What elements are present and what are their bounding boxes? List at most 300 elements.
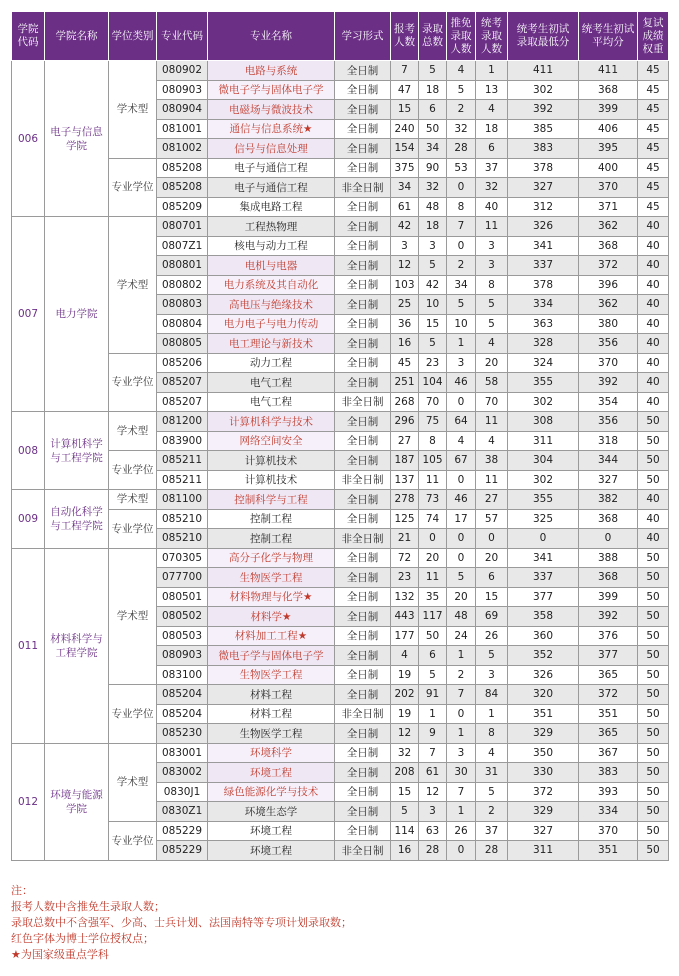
degree-type: 学术型 [109, 490, 157, 510]
study-mode: 全日制 [335, 568, 391, 588]
table-row [12, 685, 669, 705]
admitted-total: 34 [419, 139, 447, 159]
major-code: 085207 [157, 392, 208, 412]
exam-admitted: 3 [476, 236, 508, 256]
major-name: 生物医学工程 [208, 665, 335, 685]
avg-score: 362 [579, 295, 638, 315]
study-mode: 非全日制 [335, 392, 391, 412]
avg-score: 356 [579, 334, 638, 354]
retest-weight: 50 [638, 548, 669, 568]
applicants: 4 [391, 646, 419, 666]
admitted-total: 0 [419, 529, 447, 549]
recommended-admitted: 1 [447, 802, 476, 822]
column-header: 复试 成绩 权重 [638, 12, 669, 61]
applicants: 72 [391, 548, 419, 568]
major-code: 083900 [157, 431, 208, 451]
avg-score: 368 [579, 509, 638, 529]
exam-admitted: 40 [476, 197, 508, 217]
exam-admitted: 6 [476, 139, 508, 159]
exam-admitted: 84 [476, 685, 508, 705]
recommended-admitted: 8 [447, 197, 476, 217]
admitted-total: 5 [419, 334, 447, 354]
admitted-total: 11 [419, 470, 447, 490]
min-score: 355 [508, 490, 579, 510]
admitted-total: 18 [419, 217, 447, 237]
exam-admitted: 5 [476, 314, 508, 334]
college-name: 电子与信息学院 [45, 61, 109, 217]
recommended-admitted: 28 [447, 139, 476, 159]
applicants: 137 [391, 470, 419, 490]
study-mode: 全日制 [335, 353, 391, 373]
study-mode: 全日制 [335, 275, 391, 295]
admitted-total: 117 [419, 607, 447, 627]
applicants: 187 [391, 451, 419, 471]
major-code: 085208 [157, 178, 208, 198]
applicants: 25 [391, 295, 419, 315]
study-mode: 全日制 [335, 821, 391, 841]
major-name: 材料工程 [208, 685, 335, 705]
major-name: 计算机技术 [208, 451, 335, 471]
major-name: 环境工程 [208, 821, 335, 841]
applicants: 375 [391, 158, 419, 178]
min-score: 0 [508, 529, 579, 549]
min-score: 327 [508, 821, 579, 841]
major-code: 080803 [157, 295, 208, 315]
applicants: 125 [391, 509, 419, 529]
min-score: 352 [508, 646, 579, 666]
retest-weight: 50 [638, 841, 669, 861]
min-score: 341 [508, 236, 579, 256]
major-name: 环境生态学 [208, 802, 335, 822]
retest-weight: 45 [638, 119, 669, 139]
major-code: 080902 [157, 61, 208, 81]
major-name: 电工理论与新技术 [208, 334, 335, 354]
recommended-admitted: 5 [447, 295, 476, 315]
admitted-total: 11 [419, 568, 447, 588]
major-name: 控制工程 [208, 509, 335, 529]
exam-admitted: 11 [476, 217, 508, 237]
column-header: 学院 代码 [12, 12, 45, 61]
recommended-admitted: 5 [447, 80, 476, 100]
min-score: 312 [508, 197, 579, 217]
min-score: 311 [508, 841, 579, 861]
study-mode: 非全日制 [335, 470, 391, 490]
min-score: 350 [508, 743, 579, 763]
applicants: 19 [391, 665, 419, 685]
recommended-admitted: 17 [447, 509, 476, 529]
avg-score: 368 [579, 80, 638, 100]
admitted-total: 5 [419, 61, 447, 81]
study-mode: 非全日制 [335, 178, 391, 198]
major-code: 085211 [157, 451, 208, 471]
admitted-total: 48 [419, 197, 447, 217]
note-line: 红色字体为博士学位授权点； [11, 932, 154, 945]
degree-type: 专业学位 [109, 685, 157, 744]
applicants: 15 [391, 782, 419, 802]
admitted-total: 3 [419, 802, 447, 822]
recommended-admitted: 48 [447, 607, 476, 627]
applicants: 296 [391, 412, 419, 432]
retest-weight: 40 [638, 314, 669, 334]
exam-admitted: 4 [476, 334, 508, 354]
avg-score: 393 [579, 782, 638, 802]
exam-admitted: 1 [476, 61, 508, 81]
major-code: 070305 [157, 548, 208, 568]
min-score: 337 [508, 256, 579, 276]
major-code: 081100 [157, 490, 208, 510]
retest-weight: 45 [638, 197, 669, 217]
retest-weight: 50 [638, 685, 669, 705]
applicants: 240 [391, 119, 419, 139]
recommended-admitted: 64 [447, 412, 476, 432]
major-name: 环境工程 [208, 763, 335, 783]
applicants: 278 [391, 490, 419, 510]
recommended-admitted: 0 [447, 470, 476, 490]
notes-title: 注： [11, 884, 33, 897]
avg-score: 372 [579, 685, 638, 705]
min-score: 377 [508, 587, 579, 607]
study-mode: 全日制 [335, 509, 391, 529]
table-row [12, 158, 669, 178]
major-name: 动力工程 [208, 353, 335, 373]
study-mode: 全日制 [335, 587, 391, 607]
admitted-total: 6 [419, 646, 447, 666]
note-line: 报考人数中含推免生录取人数； [11, 900, 165, 913]
avg-score: 368 [579, 568, 638, 588]
min-score: 372 [508, 782, 579, 802]
retest-weight: 45 [638, 61, 669, 81]
major-name: 材料物理与化学★ [208, 587, 335, 607]
major-code: 080903 [157, 646, 208, 666]
major-code: 085206 [157, 353, 208, 373]
admitted-total: 61 [419, 763, 447, 783]
major-code: 080502 [157, 607, 208, 627]
note-line: 录取总数中不含强军、少高、士兵计划、法国南特等专项计划录取数； [11, 916, 352, 929]
retest-weight: 40 [638, 353, 669, 373]
min-score: 308 [508, 412, 579, 432]
major-code: 077700 [157, 568, 208, 588]
degree-type: 学术型 [109, 412, 157, 451]
recommended-admitted: 0 [447, 704, 476, 724]
recommended-admitted: 34 [447, 275, 476, 295]
study-mode: 全日制 [335, 685, 391, 705]
recommended-admitted: 46 [447, 490, 476, 510]
recommended-admitted: 7 [447, 782, 476, 802]
admitted-total: 7 [419, 743, 447, 763]
avg-score: 0 [579, 529, 638, 549]
major-name: 网络空间安全 [208, 431, 335, 451]
study-mode: 全日制 [335, 646, 391, 666]
min-score: 302 [508, 392, 579, 412]
exam-admitted: 58 [476, 373, 508, 393]
college-name: 计算机科学与工程学院 [45, 412, 109, 490]
applicants: 16 [391, 334, 419, 354]
retest-weight: 50 [638, 470, 669, 490]
major-code: 085204 [157, 685, 208, 705]
major-code: 085210 [157, 529, 208, 549]
major-code: 085208 [157, 158, 208, 178]
admitted-total: 90 [419, 158, 447, 178]
avg-score: 377 [579, 646, 638, 666]
admitted-total: 6 [419, 100, 447, 120]
major-code: 080805 [157, 334, 208, 354]
recommended-admitted: 1 [447, 724, 476, 744]
avg-score: 354 [579, 392, 638, 412]
major-name: 生物医学工程 [208, 724, 335, 744]
exam-admitted: 1 [476, 704, 508, 724]
study-mode: 全日制 [335, 139, 391, 159]
min-score: 385 [508, 119, 579, 139]
major-name: 材料工程 [208, 704, 335, 724]
retest-weight: 40 [638, 256, 669, 276]
major-code: 080802 [157, 275, 208, 295]
avg-score: 399 [579, 587, 638, 607]
major-code: 085229 [157, 841, 208, 861]
table-row [12, 61, 669, 81]
recommended-admitted: 7 [447, 217, 476, 237]
applicants: 21 [391, 529, 419, 549]
degree-type: 专业学位 [109, 158, 157, 217]
study-mode: 全日制 [335, 100, 391, 120]
notes [11, 883, 668, 963]
exam-admitted: 6 [476, 568, 508, 588]
major-name: 工程热物理 [208, 217, 335, 237]
study-mode: 全日制 [335, 626, 391, 646]
recommended-admitted: 2 [447, 665, 476, 685]
major-name: 高分子化学与物理 [208, 548, 335, 568]
admitted-total: 3 [419, 236, 447, 256]
major-code: 081200 [157, 412, 208, 432]
column-header: 学院名称 [45, 12, 109, 61]
exam-admitted: 37 [476, 158, 508, 178]
admitted-total: 104 [419, 373, 447, 393]
admitted-total: 74 [419, 509, 447, 529]
min-score: 378 [508, 275, 579, 295]
major-name: 材料加工工程★ [208, 626, 335, 646]
exam-admitted: 4 [476, 100, 508, 120]
recommended-admitted: 53 [447, 158, 476, 178]
min-score: 325 [508, 509, 579, 529]
min-score: 360 [508, 626, 579, 646]
min-score: 341 [508, 548, 579, 568]
min-score: 358 [508, 607, 579, 627]
table-row [12, 509, 669, 529]
avg-score: 383 [579, 763, 638, 783]
major-name: 控制工程 [208, 529, 335, 549]
retest-weight: 40 [638, 236, 669, 256]
college-code: 009 [12, 490, 45, 549]
table-row [12, 743, 669, 763]
study-mode: 全日制 [335, 548, 391, 568]
avg-score: 334 [579, 802, 638, 822]
recommended-admitted: 10 [447, 314, 476, 334]
exam-admitted: 20 [476, 353, 508, 373]
retest-weight: 40 [638, 295, 669, 315]
avg-score: 356 [579, 412, 638, 432]
study-mode: 全日制 [335, 451, 391, 471]
admitted-total: 105 [419, 451, 447, 471]
major-code: 085204 [157, 704, 208, 724]
major-name: 材料学★ [208, 607, 335, 627]
major-code: 0807Z1 [157, 236, 208, 256]
study-mode: 全日制 [335, 724, 391, 744]
avg-score: 327 [579, 470, 638, 490]
degree-type: 学术型 [109, 548, 157, 685]
min-score: 411 [508, 61, 579, 81]
study-mode: 全日制 [335, 236, 391, 256]
major-name: 计算机科学与技术 [208, 412, 335, 432]
recommended-admitted: 0 [447, 529, 476, 549]
recommended-admitted: 3 [447, 353, 476, 373]
avg-score: 351 [579, 841, 638, 861]
admitted-total: 63 [419, 821, 447, 841]
recommended-admitted: 5 [447, 568, 476, 588]
admitted-total: 20 [419, 548, 447, 568]
major-code: 083100 [157, 665, 208, 685]
avg-score: 318 [579, 431, 638, 451]
major-code: 0830Z1 [157, 802, 208, 822]
retest-weight: 40 [638, 334, 669, 354]
column-header: 统考生初试 录取最低分 [508, 12, 579, 61]
major-name: 生物医学工程 [208, 568, 335, 588]
admitted-total: 1 [419, 704, 447, 724]
exam-admitted: 38 [476, 451, 508, 471]
degree-type: 学术型 [109, 217, 157, 354]
study-mode: 全日制 [335, 782, 391, 802]
min-score: 330 [508, 763, 579, 783]
exam-admitted: 3 [476, 256, 508, 276]
retest-weight: 50 [638, 704, 669, 724]
study-mode: 全日制 [335, 412, 391, 432]
min-score: 392 [508, 100, 579, 120]
recommended-admitted: 0 [447, 392, 476, 412]
applicants: 19 [391, 704, 419, 724]
exam-admitted: 3 [476, 665, 508, 685]
retest-weight: 50 [638, 587, 669, 607]
min-score: 326 [508, 217, 579, 237]
table-row [12, 548, 669, 568]
applicants: 114 [391, 821, 419, 841]
study-mode: 全日制 [335, 802, 391, 822]
major-name: 电路与系统 [208, 61, 335, 81]
avg-score: 370 [579, 353, 638, 373]
major-name: 通信与信息系统★ [208, 119, 335, 139]
avg-score: 406 [579, 119, 638, 139]
avg-score: 382 [579, 490, 638, 510]
recommended-admitted: 20 [447, 587, 476, 607]
college-code: 012 [12, 743, 45, 860]
recommended-admitted: 32 [447, 119, 476, 139]
applicants: 177 [391, 626, 419, 646]
admission-table [11, 11, 669, 861]
major-code: 080503 [157, 626, 208, 646]
column-header: 统考生初试 平均分 [579, 12, 638, 61]
degree-type: 专业学位 [109, 821, 157, 860]
admitted-total: 18 [419, 80, 447, 100]
study-mode: 全日制 [335, 607, 391, 627]
retest-weight: 40 [638, 509, 669, 529]
column-header: 学位类别 [109, 12, 157, 61]
retest-weight: 40 [638, 392, 669, 412]
retest-weight: 50 [638, 607, 669, 627]
column-header: 报考 人数 [391, 12, 419, 61]
study-mode: 全日制 [335, 217, 391, 237]
exam-admitted: 8 [476, 724, 508, 744]
exam-admitted: 2 [476, 802, 508, 822]
applicants: 202 [391, 685, 419, 705]
admitted-total: 15 [419, 314, 447, 334]
major-name: 集成电路工程 [208, 197, 335, 217]
exam-admitted: 28 [476, 841, 508, 861]
college-code: 011 [12, 548, 45, 743]
retest-weight: 45 [638, 158, 669, 178]
retest-weight: 50 [638, 568, 669, 588]
retest-weight: 50 [638, 412, 669, 432]
major-name: 电子与通信工程 [208, 178, 335, 198]
min-score: 304 [508, 451, 579, 471]
study-mode: 非全日制 [335, 704, 391, 724]
major-name: 电力系统及其自动化 [208, 275, 335, 295]
major-name: 微电子学与固体电子学 [208, 646, 335, 666]
retest-weight: 50 [638, 646, 669, 666]
header-row [12, 12, 669, 61]
major-code: 081002 [157, 139, 208, 159]
min-score: 302 [508, 80, 579, 100]
retest-weight: 50 [638, 763, 669, 783]
degree-type: 学术型 [109, 743, 157, 821]
avg-score: 376 [579, 626, 638, 646]
recommended-admitted: 3 [447, 743, 476, 763]
admitted-total: 9 [419, 724, 447, 744]
exam-admitted: 32 [476, 178, 508, 198]
recommended-admitted: 67 [447, 451, 476, 471]
avg-score: 370 [579, 178, 638, 198]
applicants: 32 [391, 743, 419, 763]
major-code: 085230 [157, 724, 208, 744]
major-code: 085207 [157, 373, 208, 393]
column-header: 统考 录取 人数 [476, 12, 508, 61]
retest-weight: 50 [638, 802, 669, 822]
recommended-admitted: 2 [447, 100, 476, 120]
avg-score: 365 [579, 665, 638, 685]
column-header: 专业代码 [157, 12, 208, 61]
college-code: 008 [12, 412, 45, 490]
applicants: 103 [391, 275, 419, 295]
recommended-admitted: 0 [447, 178, 476, 198]
applicants: 23 [391, 568, 419, 588]
exam-admitted: 15 [476, 587, 508, 607]
study-mode: 全日制 [335, 763, 391, 783]
retest-weight: 45 [638, 178, 669, 198]
retest-weight: 50 [638, 782, 669, 802]
exam-admitted: 11 [476, 470, 508, 490]
major-name: 电气工程 [208, 373, 335, 393]
admitted-total: 5 [419, 256, 447, 276]
degree-type: 学术型 [109, 61, 157, 159]
major-name: 环境工程 [208, 841, 335, 861]
major-code: 085211 [157, 470, 208, 490]
admitted-total: 91 [419, 685, 447, 705]
exam-admitted: 8 [476, 275, 508, 295]
avg-score: 367 [579, 743, 638, 763]
admitted-total: 23 [419, 353, 447, 373]
major-name: 电力电子与电力传动 [208, 314, 335, 334]
recommended-admitted: 2 [447, 256, 476, 276]
major-name: 电气工程 [208, 392, 335, 412]
exam-admitted: 20 [476, 548, 508, 568]
table-row [12, 821, 669, 841]
table-row [12, 217, 669, 237]
